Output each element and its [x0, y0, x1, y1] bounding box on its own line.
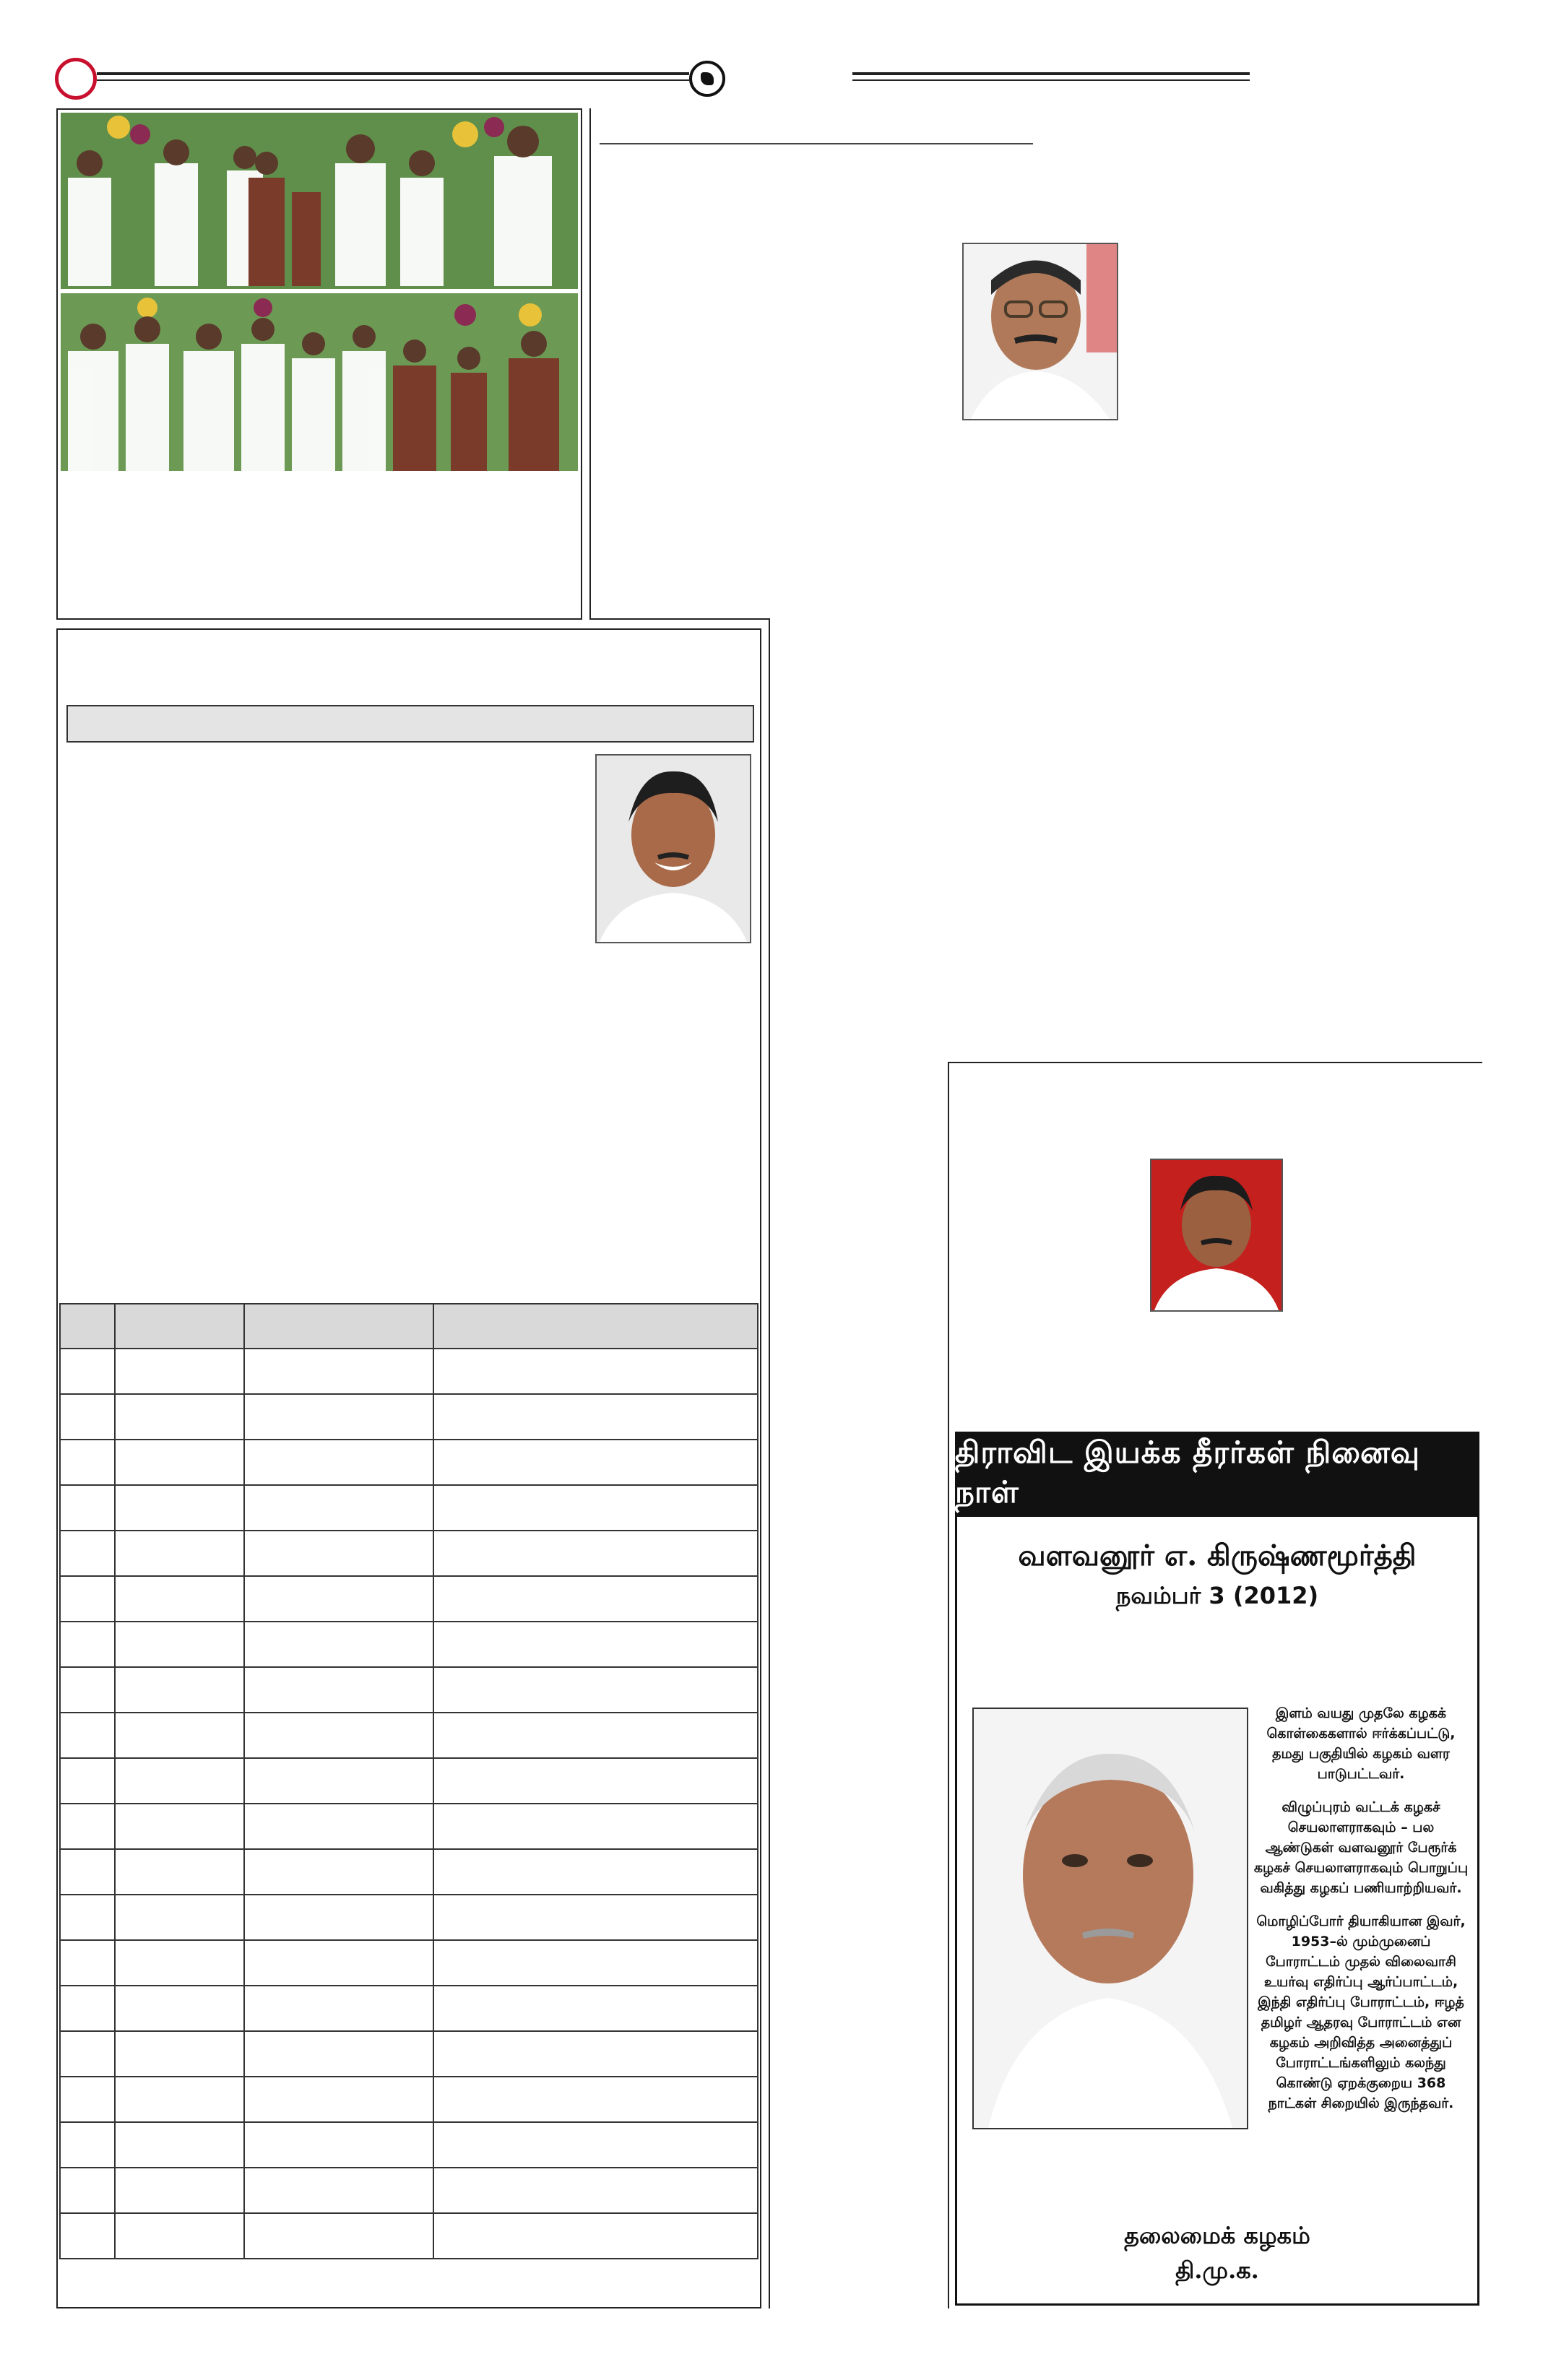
table-cell	[244, 1349, 433, 1394]
table-cell	[433, 1576, 758, 1622]
table-cell	[244, 1576, 433, 1622]
table-cell	[60, 2122, 115, 2168]
portrait-smiling-man	[595, 754, 751, 943]
table-cell	[115, 1622, 245, 1667]
table-row	[60, 1986, 758, 2031]
event-collage-illustration	[61, 113, 578, 471]
memorial-name: வளவனூர் எ. கிருஷ்ணமூர்த்தி	[1018, 1539, 1417, 1572]
event-collage-photo	[61, 113, 578, 471]
right-box-top-rule	[948, 1062, 1482, 1063]
table-cell	[433, 1804, 758, 1849]
table-cell	[244, 1440, 433, 1485]
table-row	[60, 1895, 758, 1940]
table-cell	[60, 1758, 115, 1804]
memorial-date: நவம்பர் 3 (2012)	[1115, 1582, 1319, 1609]
portrait-man-red-background-illustration	[1151, 1160, 1281, 1310]
table-row	[60, 1394, 758, 1440]
table-cell	[60, 1667, 115, 1713]
table-cell	[60, 1394, 115, 1440]
portrait-man-red-background	[1150, 1159, 1283, 1312]
article-heading-bar	[66, 705, 754, 743]
table-cell	[244, 2031, 433, 2077]
table-cell	[433, 1485, 758, 1531]
table-cell	[115, 2213, 245, 2259]
column-rule-3	[948, 1062, 949, 2308]
table-cell	[115, 1940, 245, 1986]
data-table	[59, 1303, 758, 2259]
table-cell	[115, 1531, 245, 1576]
table-row	[60, 1576, 758, 1622]
table-cell	[433, 2031, 758, 2077]
table-cell	[60, 1940, 115, 1986]
table-header-cell	[115, 1304, 245, 1349]
memorial-footer-org: தலைமைக் கழகம்	[1124, 2222, 1310, 2249]
table-row	[60, 1485, 758, 1531]
header-rule-left-thin	[97, 79, 689, 81]
table-row	[60, 1804, 758, 1849]
portrait-elderly-man-glasses	[962, 243, 1118, 420]
table-cell	[433, 1394, 758, 1440]
table-row	[60, 2168, 758, 2213]
memorial-bio	[1253, 1703, 1469, 2126]
portrait-smiling-man-illustration	[597, 756, 750, 942]
table-cell	[244, 1804, 433, 1849]
table-header-cell	[433, 1304, 758, 1349]
table-cell	[244, 2077, 433, 2122]
table-header-cell	[60, 1304, 115, 1349]
table-cell	[433, 1667, 758, 1713]
table-row	[60, 2077, 758, 2122]
table-cell	[433, 1349, 758, 1394]
table-cell	[60, 1440, 115, 1485]
table-cell	[433, 2168, 758, 2213]
table-cell	[244, 1758, 433, 1804]
table-cell	[244, 1713, 433, 1758]
table-cell	[433, 1622, 758, 1667]
memorial-bio-paragraph: விழுப்புரம் வட்டக் கழகச் செயலாளராகவும் – பல ஆண்டுகள் வளவனூர் பேரூர்க் கழகச் செயலாளராகவும் பொறுப்பு வகித்து கழகப் பணியாற்றியவர்.	[1253, 1799, 1469, 1896]
memorial-banner: திராவிட இயக்க தீரர்கள் நினைவு நாள்	[955, 1432, 1479, 1517]
table-cell	[115, 2077, 245, 2122]
table-cell	[433, 1940, 758, 1986]
portrait-elderly-man-memorial	[972, 1708, 1248, 2129]
table-cell	[433, 1986, 758, 2031]
portrait-elderly-man-glasses-illustration	[964, 244, 1117, 419]
table-cell	[60, 1804, 115, 1849]
table-cell	[244, 1667, 433, 1713]
table-row	[60, 1849, 758, 1895]
table-cell	[244, 1940, 433, 1986]
memorial-bio-paragraph: இளம் வயது முதலே கழகக் கொள்கைகளால் ஈர்க்கப்பட்டு, தமது பகுதியில் கழகம் வளர பாடுபட்டவர்.	[1266, 1705, 1456, 1782]
table-row	[60, 2122, 758, 2168]
memorial-bio-paragraph: மொழிப்போர் தியாகியான இவர், 1953–ல் மும்முனைப் போராட்டம் முதல் விலைவாசி உயர்வு எதிர்ப்பு ஆர்ப்பாட்டம், இந்தி எதிர்ப்பு போராட்டம், ஈழத் தமிழர் ஆதரவு போராட்டம் என கழகம் அறிவித்த அனைத்துப் போராட்டங்களிலும் கலந்து கொண்டு ஏறக்குறைய 368 நாட்கள் சிறையில் இருந்தவர்.	[1256, 1913, 1466, 2111]
table-row	[60, 1940, 758, 1986]
table-cell	[115, 1485, 245, 1531]
column-rule-2	[769, 618, 770, 2308]
table-row	[60, 1349, 758, 1394]
table-cell	[115, 1804, 245, 1849]
header-circle-marker	[55, 58, 97, 100]
table-cell	[115, 1349, 245, 1394]
table-cell	[115, 1986, 245, 2031]
table-cell	[433, 1758, 758, 1804]
column-step-rule	[589, 618, 770, 620]
table-cell	[244, 1622, 433, 1667]
table-cell	[60, 1986, 115, 2031]
table-cell	[244, 1394, 433, 1440]
table-cell	[60, 2031, 115, 2077]
table-cell	[244, 2168, 433, 2213]
table-cell	[60, 1849, 115, 1895]
table-cell	[433, 2213, 758, 2259]
table-row	[60, 2031, 758, 2077]
table-cell	[433, 1849, 758, 1895]
table-cell	[433, 1895, 758, 1940]
table-cell	[244, 1485, 433, 1531]
table-row	[60, 1667, 758, 1713]
table-cell	[115, 1576, 245, 1622]
table-row	[60, 1713, 758, 1758]
table-cell	[244, 2213, 433, 2259]
table-cell	[433, 2077, 758, 2122]
table-cell	[244, 1986, 433, 2031]
table-row	[60, 1758, 758, 1804]
table-cell	[115, 1713, 245, 1758]
table-cell	[115, 1895, 245, 1940]
memorial-photo-illustration	[974, 1709, 1247, 2128]
table-cell	[433, 1531, 758, 1576]
table-cell	[244, 2122, 433, 2168]
table-row	[60, 1531, 758, 1576]
table-row	[60, 1440, 758, 1485]
table-cell	[115, 2168, 245, 2213]
header-rule-right	[852, 72, 1250, 75]
table-cell	[115, 1849, 245, 1895]
table-cell	[244, 1531, 433, 1576]
table-cell	[60, 1713, 115, 1758]
table-cell	[244, 1895, 433, 1940]
table-cell	[115, 1667, 245, 1713]
memorial-footer-party: தி.மு.க.	[1175, 2256, 1259, 2284]
headline-rule	[600, 143, 1033, 144]
table-cell	[433, 2122, 758, 2168]
table-cell	[60, 1531, 115, 1576]
table-cell	[433, 1713, 758, 1758]
table-cell	[115, 2031, 245, 2077]
table-cell	[115, 2122, 245, 2168]
header-rule-right-thin	[852, 79, 1250, 81]
table-row	[60, 1622, 758, 1667]
table-cell	[115, 1758, 245, 1804]
table-cell	[115, 1394, 245, 1440]
table-cell	[60, 1485, 115, 1531]
table-cell	[60, 2213, 115, 2259]
table-cell	[60, 1576, 115, 1622]
table-cell	[115, 1440, 245, 1485]
column-rule-1	[589, 108, 591, 620]
table-cell	[60, 1622, 115, 1667]
table-cell	[244, 1849, 433, 1895]
table-header-cell	[244, 1304, 433, 1349]
table-row	[60, 2213, 758, 2259]
table-header-row	[60, 1304, 758, 1349]
table-cell	[60, 1895, 115, 1940]
table-body	[60, 1349, 758, 2259]
table-cell	[433, 1440, 758, 1485]
table-cell	[60, 1349, 115, 1394]
table-cell	[60, 2077, 115, 2122]
header-rule-left	[97, 72, 689, 75]
table-cell	[60, 2168, 115, 2213]
party-emblem-icon	[689, 61, 725, 97]
